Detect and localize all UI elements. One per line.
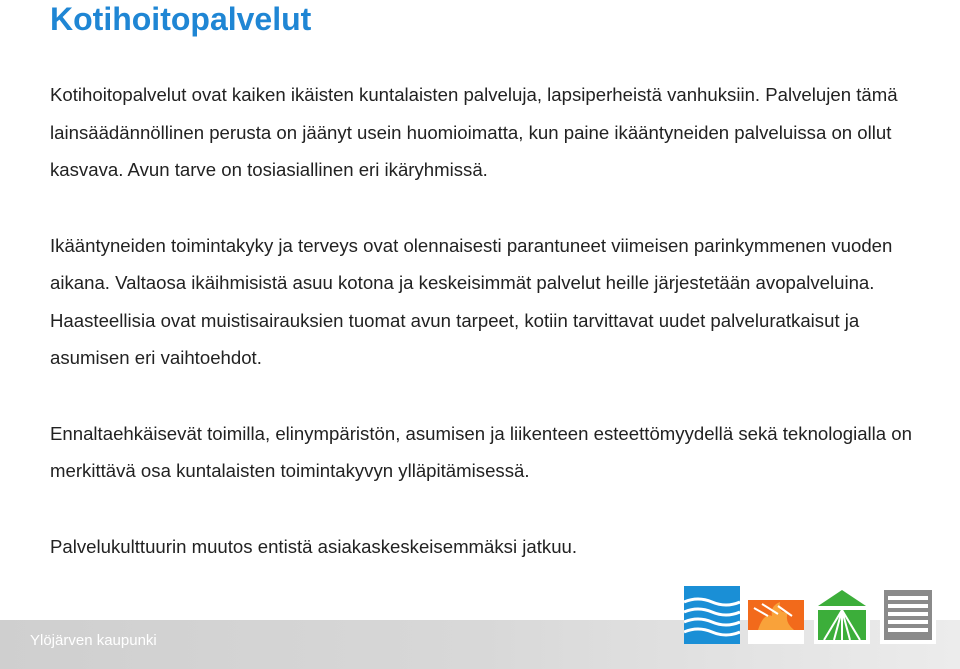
paragraph-1: Kotihoitopalvelut ovat kaiken ikäisten kuntalaisten palveluja, lapsiperheistä vanhuksiin. Palvelujen tämä lainsäädännöllinen perusta on jäänyt usein huomioimatta, kun paine ikääntyneiden palveluissa on ollut kasvava. Avun tarve on tosiasiallinen eri ikäryhmissä. (50, 84, 898, 180)
green-field-icon (814, 586, 870, 644)
water-wave-icon (684, 586, 740, 644)
paragraph-4: Palvelukulttuurin muutos entistä asiakaskeskeisemmäksi jatkuu. (50, 535, 578, 557)
grey-stripes-icon (880, 586, 936, 644)
fire-flame-icon (748, 586, 804, 644)
paragraph-2: Ikääntyneiden toimintakyky ja terveys ovat olennaisesti parantuneet viimeisen parinkymmenen vuoden aikana. Valtaosa ikäihmisistä asuu kotona ja keskeisimmät palvelut heille järjestetään avopalveluina. Haasteellisia ovat muistisairauksien tuomat avun tarpeet, kotiin tarvittavat uudet palveluratkaisut ja asumisen eri vaihtoehdot. (50, 234, 893, 368)
paragraph-3: Ennaltaehkäisevät toimilla, elinympäristön, asumisen ja liikenteen esteettömyydellä sekä teknologialla on merkittävä osa kuntalaisten toimintakyvyn ylläpitämisessä. (50, 422, 912, 481)
page-title: Kotihoitopalvelut (50, 1, 312, 37)
footer-organization: Ylöjärven kaupunki (30, 632, 157, 649)
slide-body (50, 76, 930, 565)
